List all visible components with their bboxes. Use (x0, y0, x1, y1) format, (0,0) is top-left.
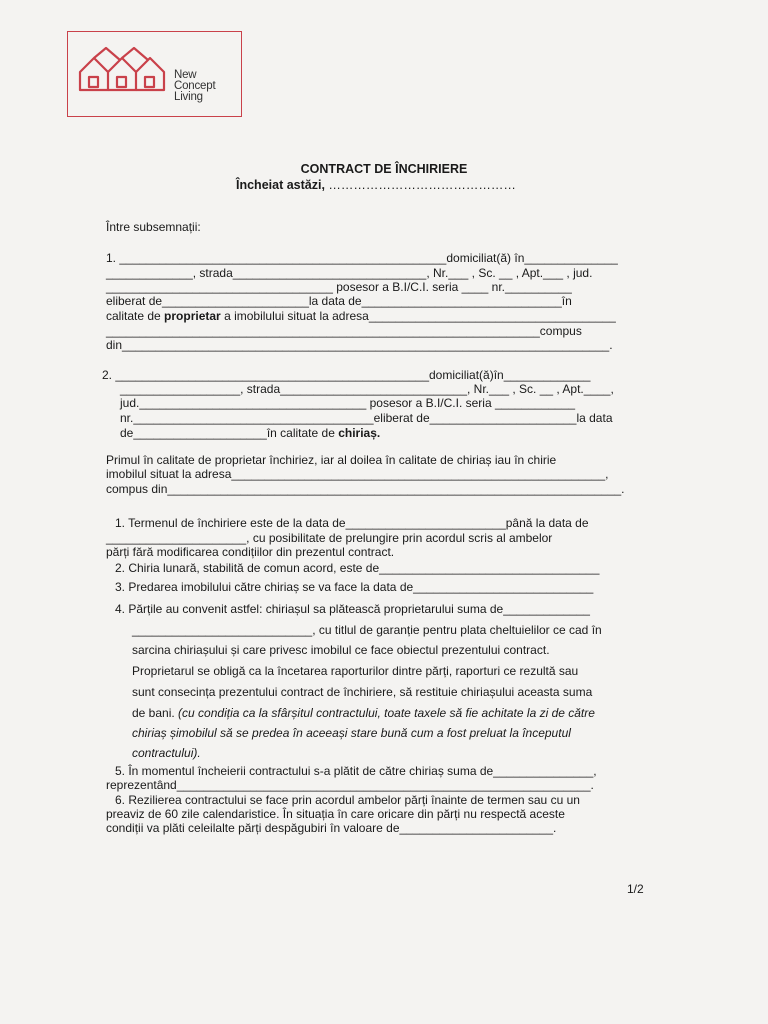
party1-line4: eliberat de______________________la data de______________________________în (106, 294, 572, 308)
party2-line2: __________________, strada____________________________, Nr.___ , Sc. __ , Apt.____, (120, 382, 614, 396)
clause4-l6-italic: (cu condiția ca la sfârșitul contractului, toate taxele să fie achitate la zi de către (178, 706, 595, 720)
para-line3: compus din____________________________________________________________________. (106, 482, 625, 496)
clause4-line6 (132, 706, 595, 720)
party1-line5 (106, 309, 616, 323)
party2-line1: 2. _______________________________________________domiciliat(ă)în_____________ (102, 368, 591, 382)
contract-title: CONTRACT DE ÎNCHIRIERE (300, 162, 468, 176)
date-dots: ……………………………………… (324, 178, 516, 192)
clause6-line3: condiții va plăti celeilalte părți despăgubiri în valoare de_______________________. (106, 821, 557, 835)
brand-name (174, 70, 215, 103)
page-number: 1/2 (627, 882, 644, 896)
party2-line3: jud.__________________________________ posesor a B.I/C.I. seria ____________ (120, 396, 576, 410)
chirias-role: chiriaș. (338, 426, 381, 440)
intro-text: Între subsemnații: (106, 220, 201, 234)
houses-logo-icon (76, 46, 172, 96)
party1-line7: din_________________________________________________________________________. (106, 338, 613, 352)
clause1-line2: _____________________, cu posibilitate de prelungire prin acordul scris al ambelor (106, 531, 553, 545)
para-line1: Primul în calitate de proprietar închiriez, iar al doilea în calitate de chiriaș iau în chirie (106, 453, 557, 467)
clause1-line3: părți fără modificarea condițiilor din prezentul contract. (106, 545, 395, 559)
clause4-line1: 4. Părțile au convenit astfel: chiriașul sa plătească proprietarului suma de_____________ (115, 602, 590, 616)
clause3: 3. Predarea imobilului către chiriaș se va face la data de___________________________ (115, 580, 594, 594)
clause4-line2: ___________________________, cu titlul de garanție pentru plata cheltuielilor ce cad în (132, 623, 602, 637)
proprietar-role: proprietar (164, 309, 221, 323)
party2-line5 (120, 426, 380, 440)
clause4-line7: chiriaș șimobilul să se predea în aceeași stare bună cum a fost preluat la începutul (132, 726, 571, 740)
clause4-line3: sarcina chiriașului și care privesc imobilul ce face obiectul prezentului contract. (132, 643, 550, 657)
clause1-line1: 1. Termenul de închiriere este de la data de________________________până la data de (115, 516, 589, 530)
clause6-line2: preaviz de 60 zile calendaristice. În situația în care oricare din părți nu respectă aceste (106, 807, 565, 821)
brand-line-3: Living (174, 91, 203, 103)
party1-line1: 1. _________________________________________________domiciliat(ă) în______________ (106, 251, 618, 265)
clause4-line8: contractului). (132, 746, 201, 760)
clause4-l6-a: de bani. (132, 706, 179, 720)
clause5-line2: reprezentând______________________________________________________________. (106, 778, 594, 792)
party2-line4: nr.____________________________________eliberat de______________________la data (120, 411, 613, 425)
clause2: 2. Chiria lunară, stabilită de comun acord, este de_________________________________ (115, 561, 600, 575)
party1-l5-c: a imobilului situat la adresa_____________________________________ (220, 309, 616, 323)
party1-line3: __________________________________ posesor a B.I/C.I. seria ____ nr.__________ (106, 280, 572, 294)
clause5-line1: 5. În momentul încheierii contractului s-a plătit de către chiriaș suma de_______________, (115, 764, 597, 778)
para-line2: imobilul situat la adresa________________________________________________________, (106, 467, 609, 481)
clause4-line5: sunt consecința prezentului contract de închiriere, să restituie chiriașului aceasta suma (132, 685, 593, 699)
clause6-line1: 6. Rezilierea contractului se face prin acordul ambelor părți înainte de termen sau cu un (115, 793, 580, 807)
party1-line6: _________________________________________________________________compus (106, 324, 582, 338)
clause4-line4: Proprietarul se obligă ca la încetarea raporturilor dintre părți, raporturi ce rezultă sau (132, 664, 579, 678)
brand-line-1: New (174, 69, 197, 81)
brand-line-2: Concept (174, 80, 216, 92)
date-label: Încheiat astăzi, (236, 178, 325, 192)
party1-l5-a: calitate de (106, 309, 165, 323)
party1-line2: _____________, strada_____________________________, Nr.___ , Sc. __ , Apt.___ , jud. (106, 266, 593, 280)
party2-l5-a: de____________________în calitate de (120, 426, 339, 440)
contract-date-line (236, 178, 516, 192)
logo-box (67, 31, 242, 117)
